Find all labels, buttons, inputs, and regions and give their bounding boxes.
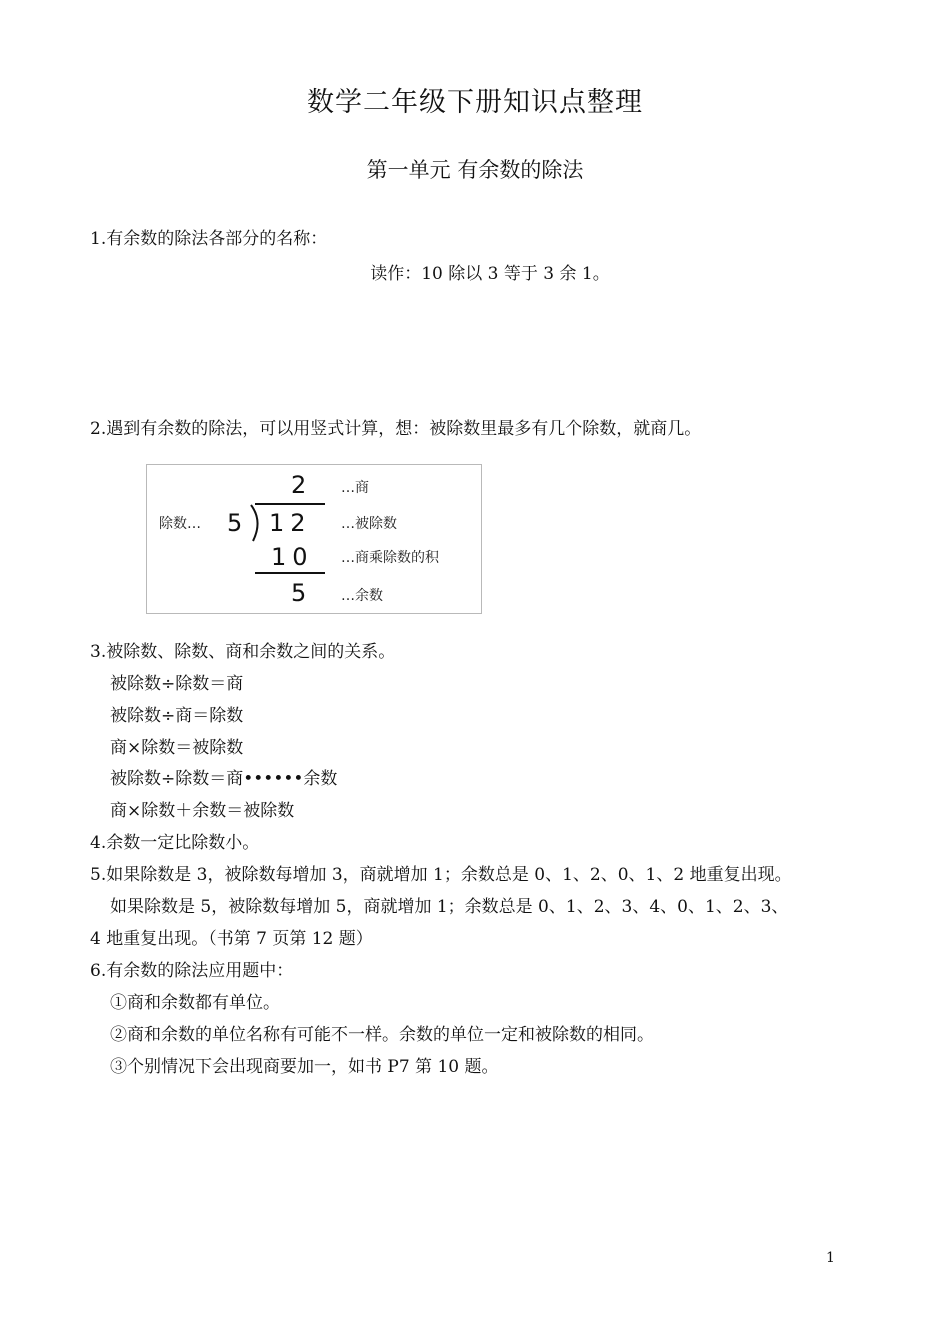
example-reading: 读作：10 除以 3 等于 3 余 1。 [370, 264, 610, 284]
item-1-heading: 1.有余数的除法各部分的名称： [90, 229, 328, 249]
subtraction-bar [255, 572, 325, 574]
sub-point-2: ②商和余数的单位名称有可能不一样。余数的单位一定和被除数的相同。 [110, 1025, 654, 1045]
sub-point-1: ①商和余数都有单位。 [110, 993, 280, 1013]
relation-3: 商×除数＝被除数 [110, 738, 244, 758]
item-5-line-1: 5.如果除数是 3，被除数每增加 3，商就增加 1；余数总是 0、1、2、0、1、2 地重复出现。 [90, 865, 792, 885]
long-division-figure [146, 464, 482, 614]
document-title: 数学二年级下册知识点整理 [307, 87, 643, 118]
division-bar [255, 503, 325, 505]
product-number: 10 [271, 543, 314, 571]
dividend-label: …被除数 [341, 516, 397, 532]
item-5-line-3: 4 地重复出现。（书第 7 页第 12 题） [90, 929, 373, 949]
relation-1: 被除数÷除数＝商 [110, 674, 244, 694]
dividend-number: 12 [269, 509, 312, 537]
page-number: 1 [826, 1250, 835, 1266]
relation-2: 被除数÷商＝除数 [110, 706, 244, 726]
divisor-label: 除数… [159, 516, 201, 532]
sub-point-3: ③个别情况下会出现商要加一，如书 P7 第 10 题。 [110, 1057, 499, 1077]
item-5-line-2: 如果除数是 5，被除数每增加 5，商就增加 1；余数总是 0、1、2、3、4、0、1、2、3、 [110, 897, 789, 917]
unit-title: 第一单元 有余数的除法 [366, 158, 584, 182]
relation-4: 被除数÷除数＝商••••••余数 [110, 769, 338, 789]
divisor-number: 5 [227, 509, 243, 537]
item-3-heading: 3.被除数、除数、商和余数之间的关系。 [90, 642, 396, 662]
item-2: 2.遇到有余数的除法，可以用竖式计算，想：被除数里最多有几个除数，就商几。 [90, 419, 702, 439]
product-label: …商乘除数的积 [341, 550, 439, 566]
division-bracket [247, 503, 267, 543]
relation-5: 商×除数＋余数＝被除数 [110, 801, 295, 821]
remainder-number: 5 [291, 579, 307, 607]
quotient-label: …商 [341, 480, 369, 496]
item-4: 4.余数一定比除数小。 [90, 833, 260, 853]
item-6-heading: 6.有余数的除法应用题中： [90, 961, 294, 981]
quotient-number: 2 [291, 471, 307, 499]
remainder-label: …余数 [341, 588, 383, 604]
